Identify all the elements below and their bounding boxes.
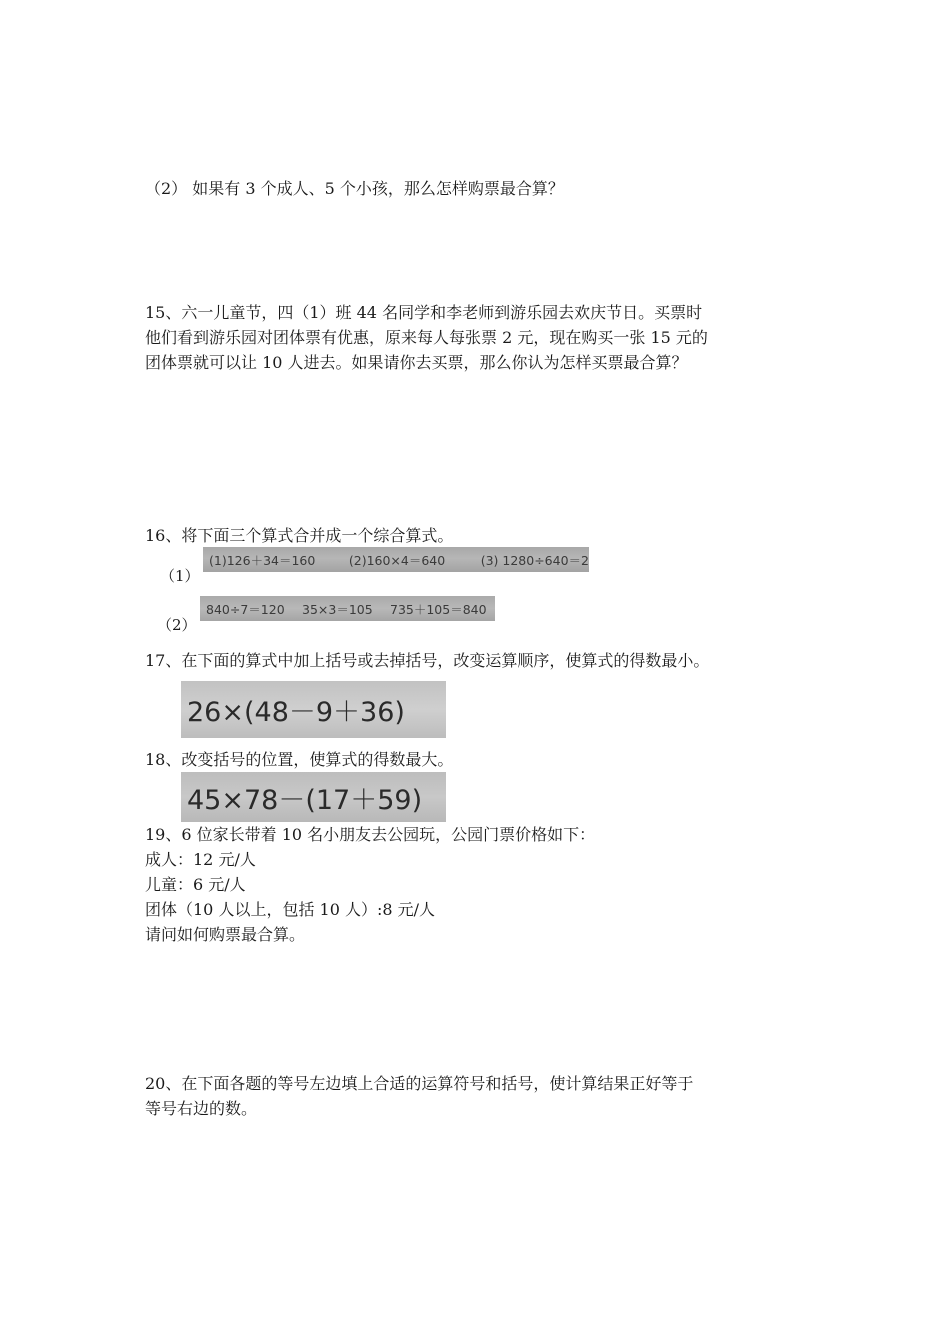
q17-title: 17、在下面的算式中加上括号或去掉括号，改变运算顺序，使算式的得数最小。 (145, 651, 710, 670)
q16-sub2-label: （2） (157, 616, 197, 634)
q20-line-1: 20、在下面各题的等号左边填上合适的运算符号和括号，使计算结果正好等于 (145, 1074, 694, 1093)
q16-sub1-expr-3: (3) 1280÷640＝2 (480, 552, 589, 568)
q19-group-price: 团体（10 人以上，包括 10 人）:8 元/人 (145, 900, 436, 919)
q16-sub1-expr-1: (1)126＋34＝160 (209, 552, 316, 568)
q19-question: 请问如何购票最合算。 (145, 925, 306, 944)
q19-child-price: 儿童：6 元/人 (145, 875, 246, 894)
q18-title: 18、改变括号的位置，使算式的得数最大。 (145, 750, 454, 769)
q16-sub2-expr-2: 35×3＝105 (302, 601, 373, 617)
q16-sub2-expr-3: 735＋105＝840 (390, 601, 487, 617)
q19-adult-price: 成人：12 元/人 (145, 850, 256, 869)
q16-sub2-expr-1: 840÷7＝120 (206, 601, 285, 617)
q16-title: 16、将下面三个算式合并成一个综合算式。 (145, 526, 454, 545)
q17-expression: 26×(48－9＋36) (187, 697, 405, 728)
q18-expression-image (181, 772, 446, 822)
q15-line-3: 团体票就可以让 10 人进去。如果请你去买票，那么你认为怎样买票最合算？ (145, 353, 688, 372)
q16-sub2-expression-image (200, 596, 495, 621)
q17-expression-image (181, 681, 446, 738)
q15-line-1: 15、六一儿童节，四（1）班 44 名同学和李老师到游乐园去欢庆节日。买票时 (145, 303, 703, 322)
q16-sub1-label: （1） (160, 567, 200, 585)
q15-line-2: 他们看到游乐园对团体票有优惠，原来每人每张票 2 元，现在购买一张 15 元的 (145, 328, 708, 347)
q18-expression: 45×78－(17＋59) (187, 784, 423, 816)
q19-title: 19、6 位家长带着 10 名小朋友去公园玩，公园门票价格如下： (145, 825, 596, 844)
q14-part2-text: （2） 如果有 3 个成人、5 个小孩，那么怎样购票最合算？ (145, 179, 564, 198)
q16-sub1-expr-2: (2)160×4＝640 (348, 552, 446, 568)
q20-line-2: 等号右边的数。 (145, 1099, 258, 1118)
q16-sub1-expression-image (203, 547, 589, 572)
